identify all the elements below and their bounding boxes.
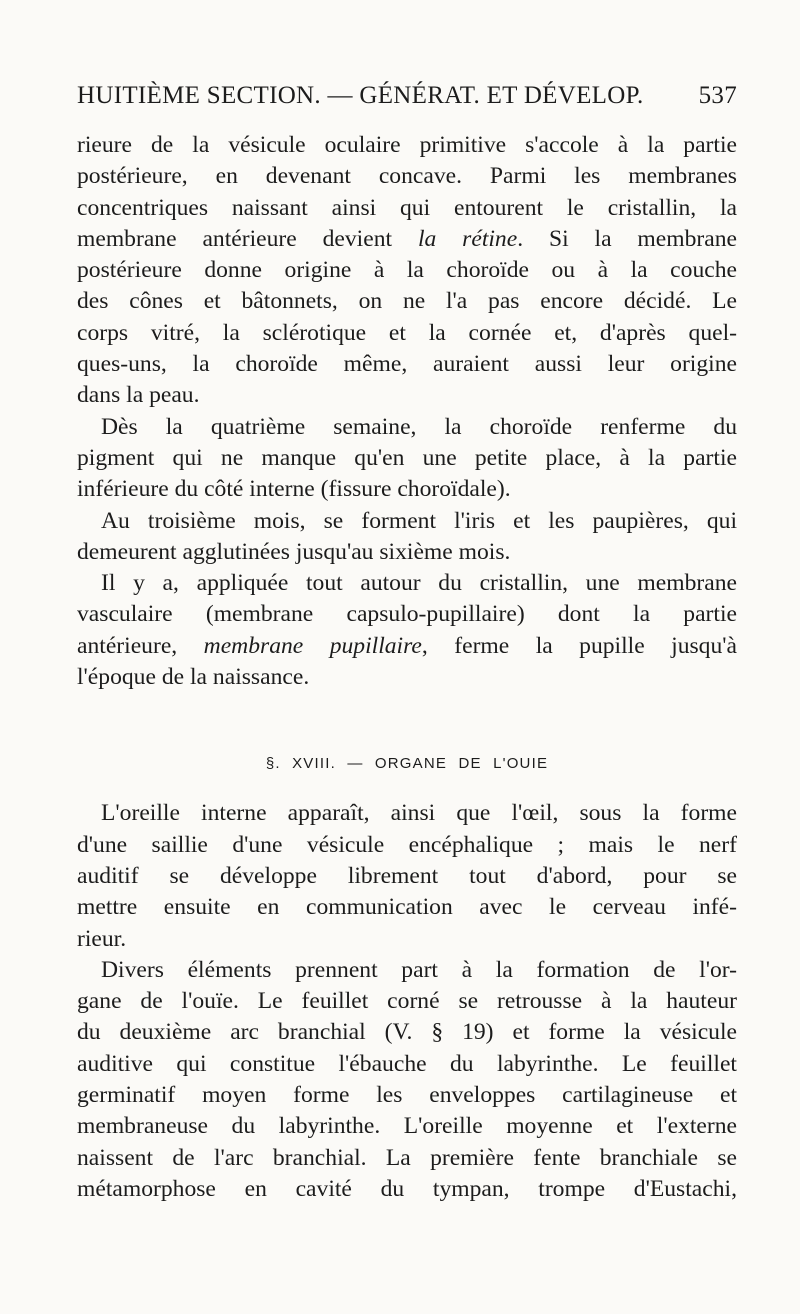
text-line: dans la peau. bbox=[77, 382, 200, 409]
text-line: l'époque de la naissance. bbox=[77, 664, 310, 691]
text-line bbox=[77, 224, 737, 255]
text-line: rieur. bbox=[77, 925, 127, 952]
text-line bbox=[77, 631, 737, 662]
text-line: ques-uns, la choroïde même, auraient aussi leur origine bbox=[77, 351, 737, 378]
paragraph-3 bbox=[77, 506, 737, 569]
text-line: concentriques naissant ainsi qui entourent le cristallin, la bbox=[77, 194, 737, 221]
text-line: inférieure du côté interne (fissure choroïdale). bbox=[77, 476, 511, 503]
text-line: naissent de l'arc branchial. La première fente branchiale se bbox=[77, 1144, 737, 1171]
text-line: membraneuse du labyrinthe. L'oreille moyenne et l'externe bbox=[77, 1113, 737, 1140]
text-line: L'oreille interne apparaît, ainsi que l'œil, sous la forme bbox=[101, 800, 737, 827]
paragraph-5 bbox=[77, 798, 737, 954]
paragraph-4 bbox=[77, 568, 737, 693]
text-line: auditive qui constitue l'ébauche du labyrinthe. Le feuillet bbox=[77, 1050, 737, 1077]
text-line: germinatif moyen forme les enveloppes cartilagineuse et bbox=[77, 1082, 737, 1109]
text-line: Divers éléments prennent part à la formation de l'or- bbox=[101, 956, 737, 983]
text-line: Il y a, appliquée tout autour du cristallin, une membrane bbox=[101, 570, 737, 597]
italic-term-retine: la rétine bbox=[417, 225, 518, 252]
text-line: rieure de la vésicule oculaire primitive s'accole à la partie bbox=[77, 132, 737, 158]
paragraph-1 bbox=[77, 130, 737, 412]
text-line: Dès la quatrième semaine, la choroïde renferme du bbox=[101, 413, 737, 440]
text-run: membrane antérieure devient bbox=[77, 225, 393, 252]
paragraph-2 bbox=[77, 412, 737, 506]
italic-term-membrane-pupillaire: membrane pupillaire bbox=[203, 632, 422, 659]
text-line: du deuxième arc branchial (V. § 19) et forme la vésicule bbox=[77, 1019, 737, 1046]
text-line: mettre ensuite en communication avec le cerveau infé- bbox=[77, 894, 737, 921]
text-run: . Si la membrane bbox=[517, 225, 737, 252]
text-line: postérieure, en devenant concave. Parmi les membranes bbox=[77, 163, 737, 190]
paragraph-6 bbox=[77, 955, 737, 1205]
text-line: vasculaire (membrane capsulo-pupillaire) dont la partie bbox=[77, 601, 737, 628]
text-line: corps vitré, la sclérotique et la cornée et, d'après quel- bbox=[77, 319, 737, 346]
book-page bbox=[77, 82, 737, 1205]
text-line: demeurent agglutinées jusqu'au sixième mois. bbox=[77, 538, 511, 565]
text-line: gane de l'ouïe. Le feuillet corné se retrousse à la hauteur bbox=[77, 988, 737, 1015]
text-line: Au troisième mois, se forment l'iris et les paupières, qui bbox=[101, 507, 737, 534]
text-line: postérieure donne origine à la choroïde ou à la couche bbox=[77, 257, 737, 284]
text-line: auditif se développe librement tout d'abord, pour se bbox=[77, 862, 737, 889]
text-line: des cônes et bâtonnets, on ne l'a pas encore décidé. Le bbox=[77, 288, 737, 315]
text-line: pigment qui ne manque qu'en une petite place, à la partie bbox=[77, 444, 737, 471]
text-line: métamorphose en cavité du tympan, trompe d'Eustachi, bbox=[77, 1175, 737, 1202]
page-number: 537 bbox=[698, 82, 737, 109]
text-run: , ferme la pupille jusqu'à bbox=[421, 632, 737, 659]
running-head-title: HUITIÈME SECTION. — GÉNÉRAT. ET DÉVELOP. bbox=[77, 82, 644, 109]
text-line: d'une saillie d'une vésicule encéphalique ; mais le nerf bbox=[77, 831, 737, 858]
running-head bbox=[77, 82, 737, 118]
section-heading: §. XVIII. — ORGANE DE L'OUIE bbox=[265, 755, 549, 773]
text-run: antérieure, bbox=[77, 632, 178, 659]
